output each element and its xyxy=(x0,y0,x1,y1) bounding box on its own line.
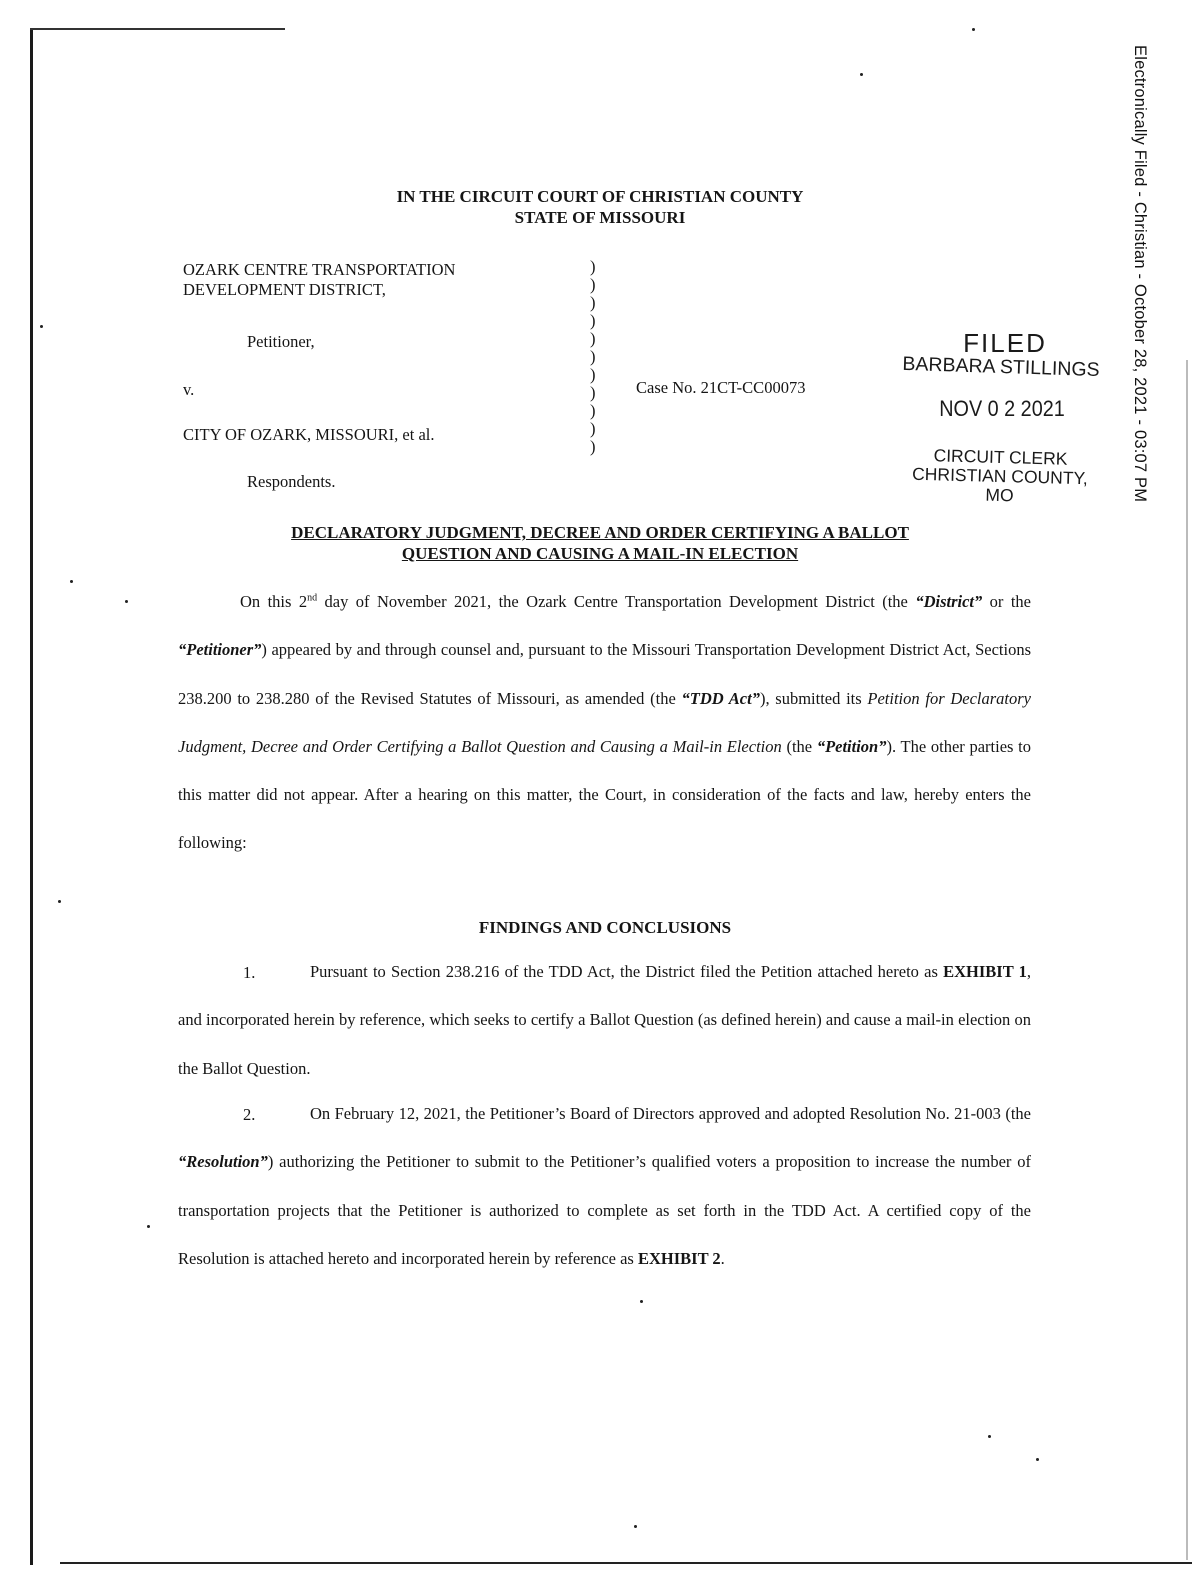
scan-speck xyxy=(972,28,975,31)
filed-stamp-label: FILED xyxy=(963,328,1047,358)
case-number: Case No. 21CT-CC00073 xyxy=(636,378,806,397)
court-name: IN THE CIRCUIT COURT OF CHRISTIAN COUNTY xyxy=(396,187,804,206)
filed-stamp-clerk-office: CIRCUIT CLERK CHRISTIAN COUNTY, MO xyxy=(911,445,1089,506)
scan-speck xyxy=(125,600,128,603)
versus: v. xyxy=(183,380,195,399)
court-heading xyxy=(350,186,850,228)
finding-1-number: 1. xyxy=(243,963,256,982)
respondent-role: Respondents. xyxy=(247,472,336,491)
scan-speck xyxy=(147,1225,150,1228)
scan-speck xyxy=(988,1435,991,1438)
filed-stamp-date: NOV 0 2 2021 xyxy=(939,396,1065,421)
petitioner-role: Petitioner, xyxy=(247,332,315,351)
petitioner-name: OZARK CENTRE TRANSPORTATION DEVELOPMENT DISTRICT, xyxy=(183,260,456,299)
scan-border-right xyxy=(1186,360,1188,1560)
respondent-name: CITY OF OZARK, MISSOURI, et al. xyxy=(183,425,435,444)
finding-1: Pursuant to Section 238.216 of the TDD Act, the District filed the Petition attached hereto as EXHIBIT 1, and incorporated herein by reference, which seeks to certify a Ballot Question (as defined herein) and cause a mail-in election on the Ballot Question. xyxy=(178,962,1031,1078)
finding-2-number: 2. xyxy=(243,1105,256,1124)
finding-2: On February 12, 2021, the Petitioner’s Board of Directors approved and adopted Resolution No. 21-003 (the “Resolution”) authorizing the Petitioner to submit to the Petitioner’s qualified voters a proposition to increase the number of transportation projects that the Petitioner is authorized to complete as set forth in the TDD Act. A certified copy of the Resolution is attached hereto and incorporated herein by reference as EXHIBIT 2. xyxy=(178,1104,1031,1268)
scan-speck xyxy=(58,900,61,903)
scan-speck xyxy=(634,1525,637,1528)
scan-speck xyxy=(1036,1458,1039,1461)
findings-heading: FINDINGS AND CONCLUSIONS xyxy=(478,918,732,937)
intro-paragraph: On this 2nd day of November 2021, the Ozark Centre Transportation Development District (the “District” or the “Petitioner”) appeared by and through counsel and, pursuant to the Missouri Transportation Development District Act, Sections 238.200 to 238.280 of the Revised Statutes of Missouri, as amended (the “TDD Act”), submitted its Petition for Declaratory Judgment, Decree and Order Certifying a Ballot Question and Causing a Mail-in Election (the “Petition”). The other parties to this matter did not appear. After a hearing on this matter, the Court, in consideration of the facts and law, hereby enters the following: xyxy=(178,592,1031,853)
scan-border-top xyxy=(30,28,285,30)
scan-speck xyxy=(70,580,73,583)
scan-border-left xyxy=(30,30,33,1565)
scan-speck xyxy=(640,1300,643,1303)
efiled-banner: Electronically Filed - Christian - October 28, 2021 - 03:07 PM xyxy=(1131,45,1149,503)
court-state: STATE OF MISSOURI xyxy=(514,208,686,227)
scan-speck xyxy=(40,325,43,328)
document-title: DECLARATORY JUDGMENT, DECREE AND ORDER CERTIFYING A BALLOT QUESTION AND CAUSING A MAIL-IN ELECTION xyxy=(291,523,909,563)
scan-border-bottom xyxy=(60,1562,1192,1564)
scan-speck xyxy=(860,73,863,76)
caption-brackets: ) ) ) ) ) ) ) ) ) ) ) xyxy=(590,257,596,456)
filed-stamp-clerk-name: BARBARA STILLINGS xyxy=(902,352,1100,382)
